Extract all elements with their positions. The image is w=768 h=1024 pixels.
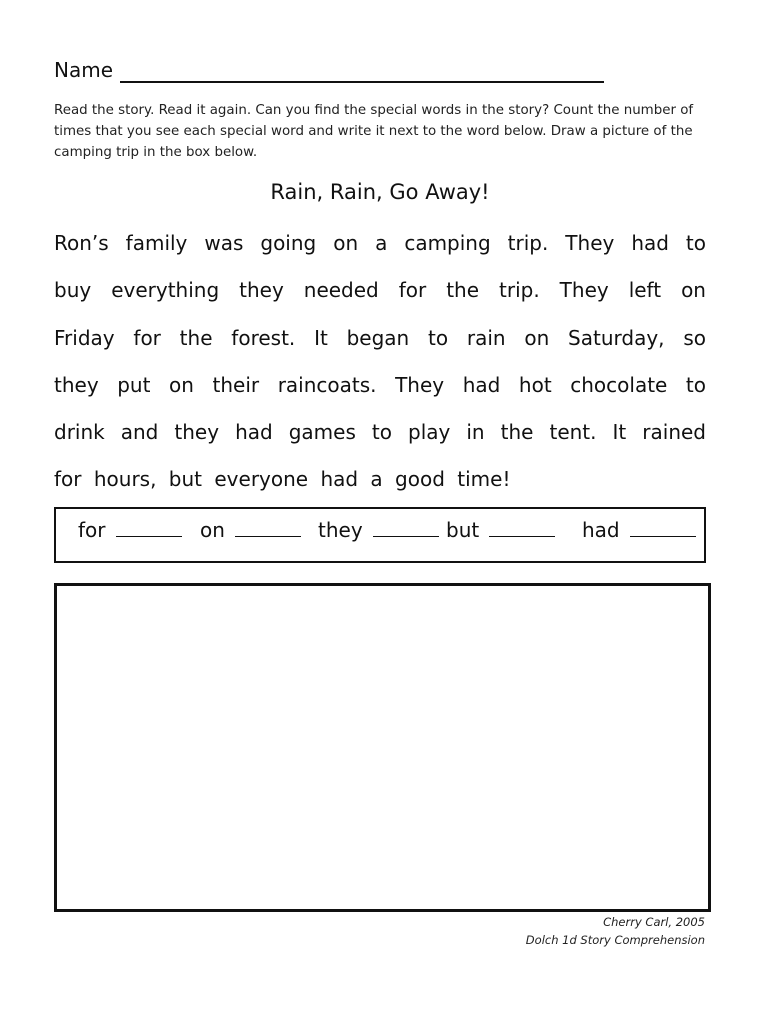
special-word-item: [582, 518, 696, 542]
name-row: [54, 56, 554, 86]
special-word-item: [318, 518, 439, 542]
author-credit: Cherry Carl, 2005: [603, 915, 705, 929]
count-blank[interactable]: [489, 518, 555, 537]
count-blank[interactable]: [630, 518, 696, 537]
count-blank[interactable]: [373, 518, 439, 537]
count-blank[interactable]: [235, 518, 301, 537]
story-line: they put on their raincoats. They had hot chocolate to: [54, 372, 706, 397]
story-title: Rain, Rain, Go Away!: [270, 180, 490, 204]
special-words-box: [54, 507, 706, 563]
story-line: buy everything they needed for the trip. They left on: [54, 278, 706, 303]
special-word-item: [78, 518, 182, 542]
story-line: Ron’s family was going on a camping trip. They had to: [54, 231, 706, 255]
special-word-item: [446, 518, 555, 542]
count-blank[interactable]: [116, 518, 182, 537]
story-text: [54, 220, 706, 504]
instructions: Read the story. Read it again. Can you find the special words in the story? Count the number of times that you see each special word and write it next to the word below. Draw a picture of the camping trip in the box below.: [54, 103, 694, 160]
special-word-item: [200, 518, 301, 542]
series-credit: Dolch 1d Story Comprehension: [525, 933, 705, 947]
name-label: Name: [54, 58, 114, 82]
special-word-label: on: [200, 518, 225, 542]
special-word-label: they: [318, 518, 363, 542]
story-line: Friday for the forest. It began to rain on Saturday, so: [54, 325, 706, 350]
special-word-label: had: [582, 518, 620, 542]
special-word-label: for: [78, 518, 106, 542]
name-field[interactable]: [120, 81, 604, 83]
drawing-box[interactable]: [54, 583, 711, 912]
story-line: for hours, but everyone had a good time!: [54, 467, 511, 492]
special-word-label: but: [446, 518, 480, 542]
story-line: drink and they had games to play in the tent. It rained: [54, 420, 706, 445]
